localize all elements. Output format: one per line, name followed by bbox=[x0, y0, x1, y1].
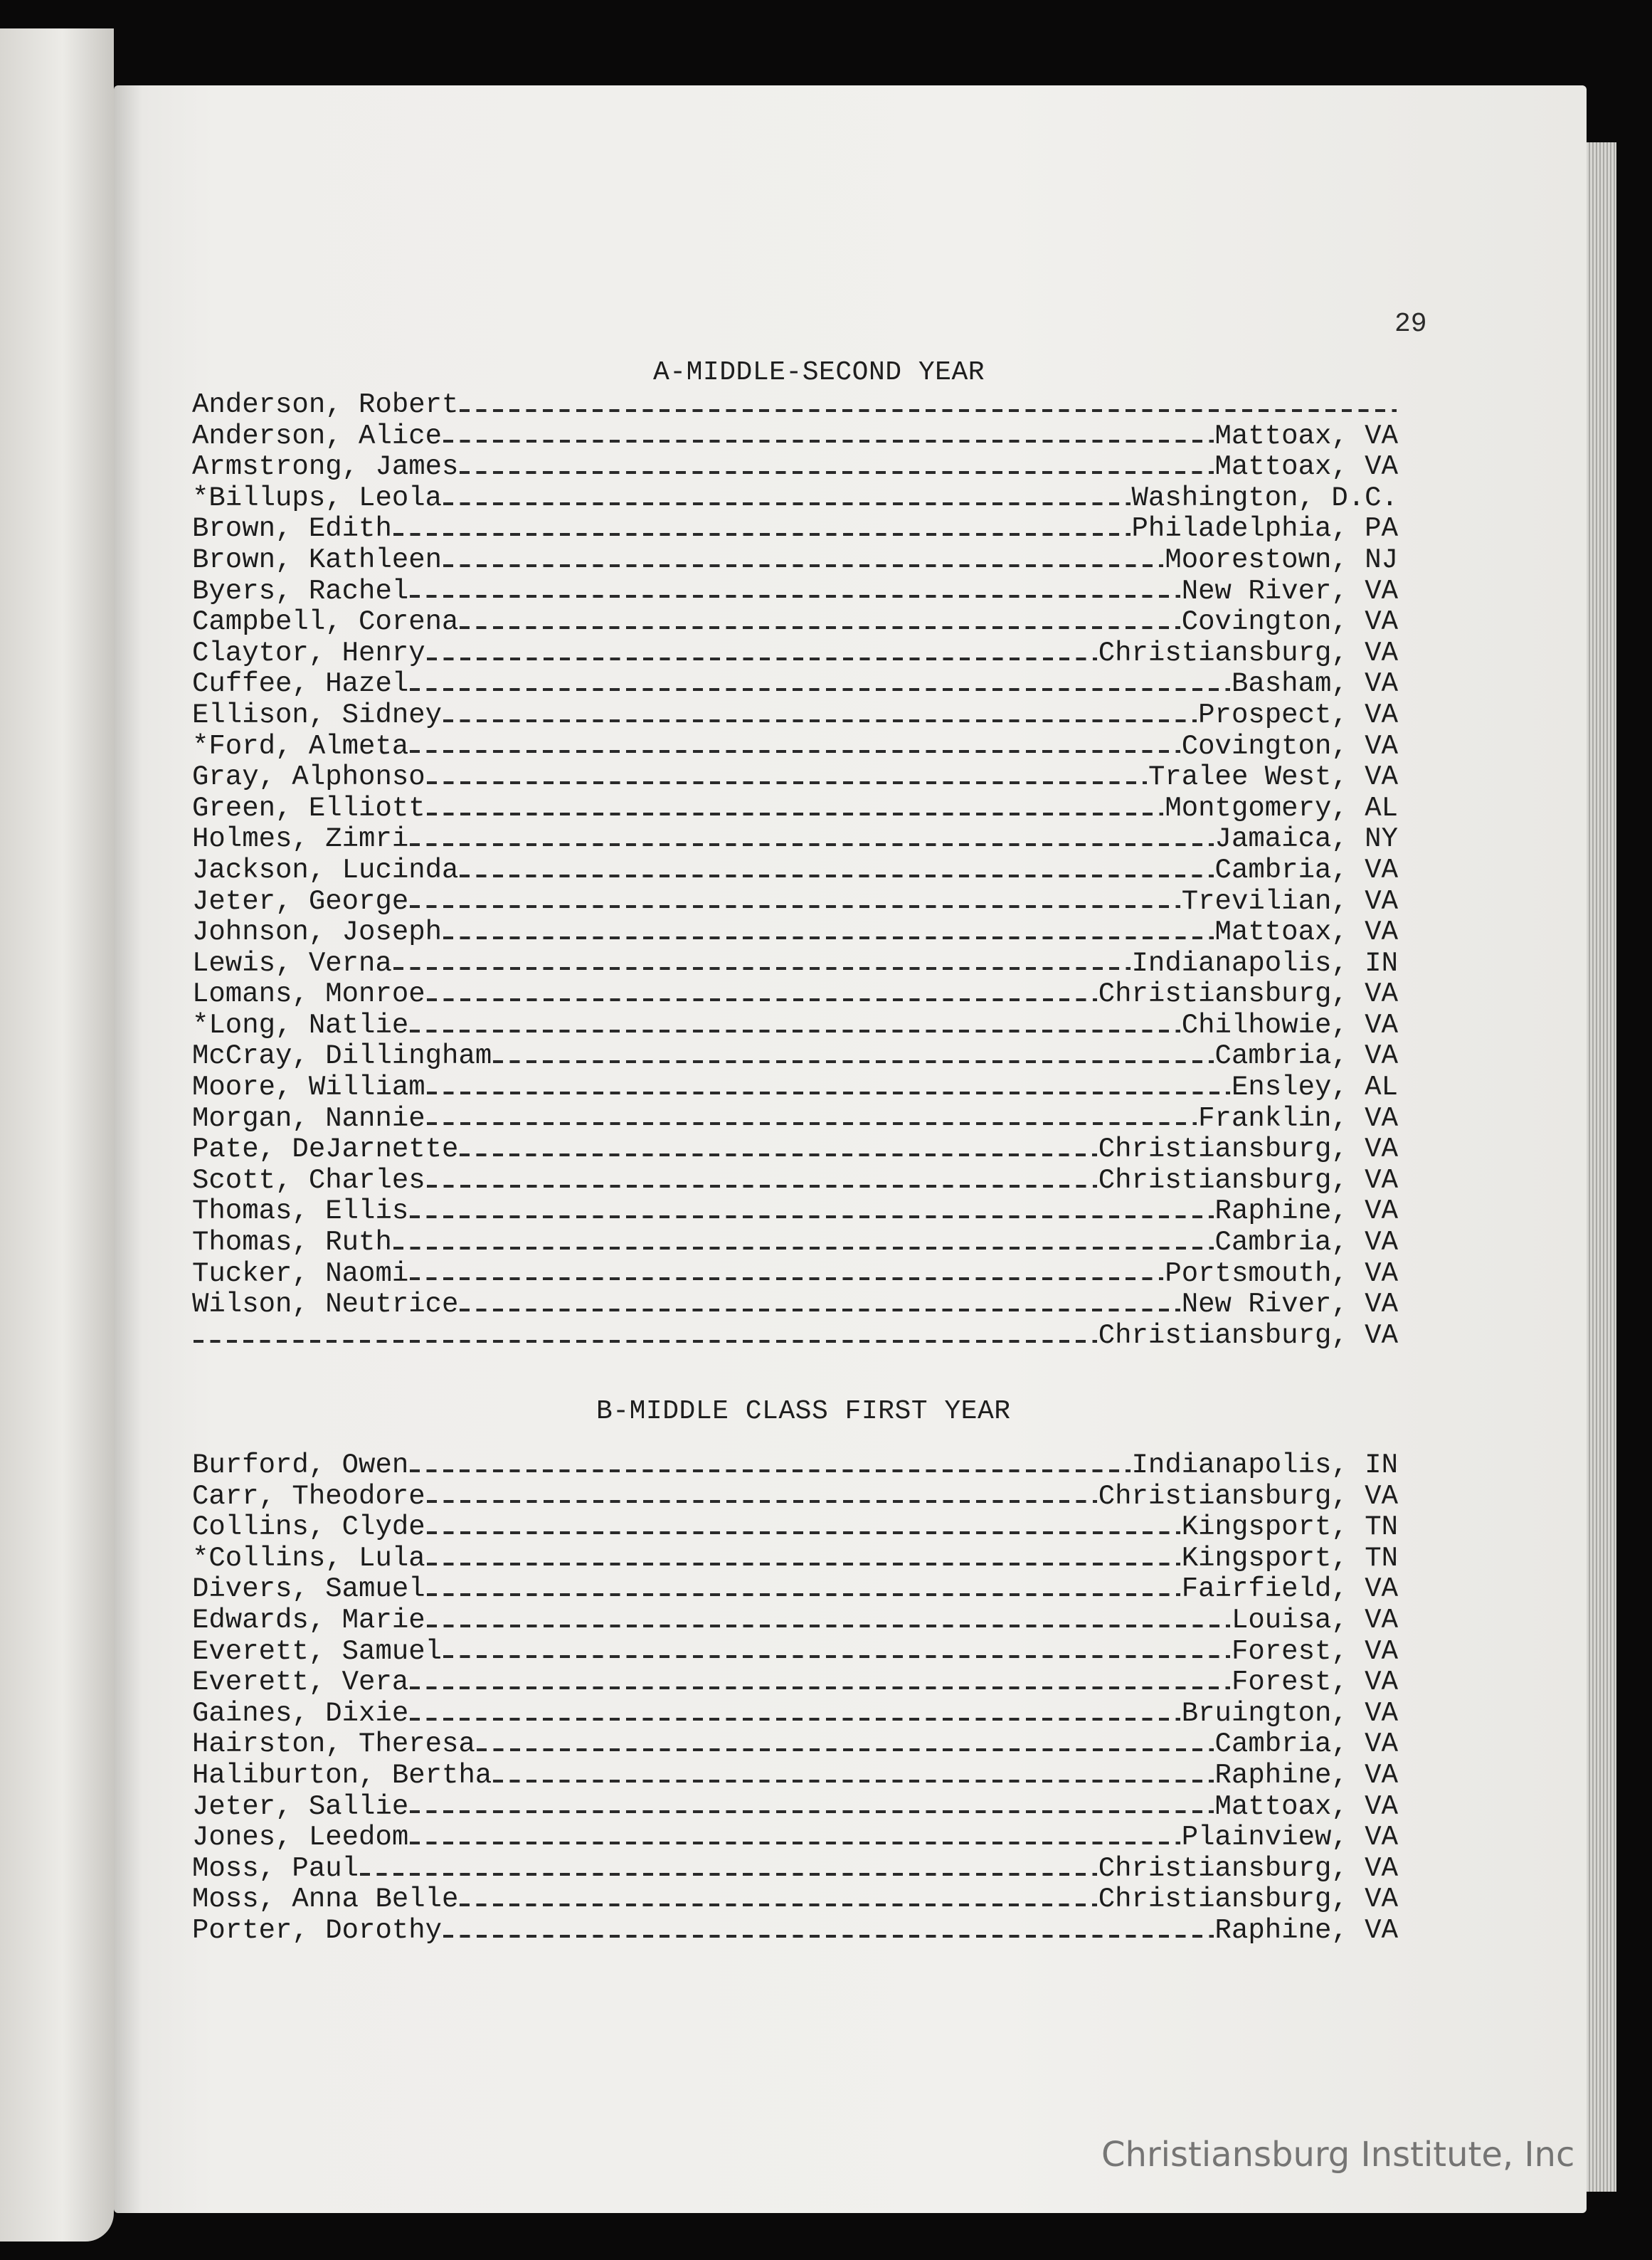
hometown: Christiansburg, VA bbox=[1098, 1134, 1398, 1166]
dash-leader bbox=[410, 1810, 1213, 1813]
student-name: Moss, Anna Belle bbox=[192, 1884, 459, 1916]
list-entry bbox=[192, 949, 1398, 980]
hometown: Christiansburg, VA bbox=[1098, 1164, 1398, 1196]
hometown: Moorestown, NJ bbox=[1165, 544, 1398, 576]
dash-leader bbox=[427, 998, 1097, 1001]
student-list-a bbox=[192, 390, 1398, 1351]
list-entry bbox=[192, 762, 1398, 793]
dash-leader bbox=[427, 1531, 1180, 1534]
list-entry bbox=[192, 1104, 1398, 1135]
student-name: Moore, William bbox=[192, 1072, 425, 1104]
hometown: Cambria, VA bbox=[1214, 1728, 1398, 1760]
hometown: Ensley, AL bbox=[1231, 1072, 1398, 1104]
hometown: Trevilian, VA bbox=[1181, 885, 1398, 917]
list-entry bbox=[192, 1289, 1398, 1321]
hometown: Plainview, VA bbox=[1181, 1822, 1398, 1854]
hometown: Kingsport, TN bbox=[1181, 1511, 1398, 1543]
page-stack-edges bbox=[1587, 142, 1616, 2192]
hometown: Indianapolis, IN bbox=[1131, 1450, 1398, 1481]
student-name: *Billups, Leola bbox=[192, 482, 443, 514]
list-entry bbox=[192, 1512, 1398, 1543]
student-name: Jeter, Sallie bbox=[192, 1790, 409, 1822]
dash-leader bbox=[460, 409, 1397, 412]
list-entry bbox=[192, 979, 1398, 1010]
dash-leader bbox=[460, 1903, 1096, 1906]
student-name: *Collins, Lula bbox=[192, 1542, 425, 1574]
dash-leader bbox=[493, 1780, 1213, 1783]
facing-page-edge bbox=[0, 28, 114, 2241]
list-entry bbox=[192, 669, 1398, 700]
list-entry bbox=[192, 576, 1398, 608]
list-entry bbox=[192, 887, 1398, 918]
student-name: Holmes, Zimri bbox=[192, 823, 409, 855]
list-entry bbox=[192, 1134, 1398, 1166]
dash-leader bbox=[443, 564, 1163, 567]
student-name: Porter, Dorothy bbox=[192, 1914, 443, 1946]
list-entry bbox=[192, 1543, 1398, 1575]
student-name: Johnson, Joseph bbox=[192, 917, 443, 949]
hometown: Franklin, VA bbox=[1198, 1102, 1398, 1134]
hometown: Mattoax, VA bbox=[1214, 451, 1398, 483]
dash-leader bbox=[427, 1122, 1197, 1125]
list-entry bbox=[192, 421, 1398, 453]
dash-leader bbox=[427, 1092, 1230, 1094]
student-name: Moss, Paul bbox=[192, 1852, 359, 1884]
student-name: Collins, Clyde bbox=[192, 1511, 425, 1543]
student-name: Everett, Vera bbox=[192, 1667, 409, 1699]
list-entry bbox=[192, 1450, 1398, 1482]
dash-leader bbox=[460, 1309, 1180, 1311]
hometown: Portsmouth, VA bbox=[1165, 1257, 1398, 1289]
dash-leader bbox=[460, 1153, 1096, 1156]
student-name: Carr, Theodore bbox=[192, 1480, 425, 1512]
list-entry bbox=[192, 1321, 1398, 1352]
hometown: Cambria, VA bbox=[1214, 854, 1398, 886]
hometown: Fairfield, VA bbox=[1181, 1573, 1398, 1605]
hometown: Christiansburg, VA bbox=[1098, 978, 1398, 1010]
hometown: Forest, VA bbox=[1231, 1667, 1398, 1699]
student-name: Scott, Charles bbox=[192, 1164, 425, 1196]
dash-leader bbox=[443, 1655, 1230, 1658]
student-name: Brown, Edith bbox=[192, 513, 392, 545]
student-name: Jeter, George bbox=[192, 885, 409, 917]
list-entry bbox=[192, 1041, 1398, 1072]
dash-leader bbox=[460, 471, 1213, 474]
hometown: Basham, VA bbox=[1231, 668, 1398, 700]
student-name: Pate, DeJarnette bbox=[192, 1134, 459, 1166]
hometown: Christiansburg, VA bbox=[1098, 1480, 1398, 1512]
dash-leader bbox=[460, 626, 1180, 629]
hometown: Indianapolis, IN bbox=[1131, 947, 1398, 979]
list-entry bbox=[192, 1699, 1398, 1730]
dash-leader bbox=[410, 1469, 1130, 1472]
student-name: Gray, Alphonso bbox=[192, 761, 425, 793]
hometown: Prospect, VA bbox=[1198, 699, 1398, 731]
dash-leader bbox=[410, 905, 1180, 908]
dash-leader bbox=[427, 1500, 1097, 1503]
list-entry bbox=[192, 1259, 1398, 1290]
list-entry bbox=[192, 824, 1398, 855]
student-name: Anderson, Robert bbox=[192, 389, 459, 421]
list-entry bbox=[192, 545, 1398, 576]
dash-leader bbox=[410, 1215, 1213, 1218]
dash-leader bbox=[443, 719, 1197, 722]
hometown: Mattoax, VA bbox=[1214, 1790, 1398, 1822]
dash-leader bbox=[443, 440, 1213, 443]
list-entry bbox=[192, 855, 1398, 887]
section-heading-a: A-MIDDLE-SECOND YEAR bbox=[653, 357, 985, 388]
list-entry bbox=[192, 1196, 1398, 1227]
student-name: Thomas, Ellis bbox=[192, 1195, 409, 1227]
hometown: Forest, VA bbox=[1231, 1635, 1398, 1667]
list-entry bbox=[192, 1227, 1398, 1259]
hometown: Jamaica, NY bbox=[1214, 823, 1398, 855]
hometown: Washington, D.C. bbox=[1131, 482, 1398, 514]
dash-leader bbox=[393, 1247, 1214, 1250]
list-entry bbox=[192, 1667, 1398, 1699]
student-name: Anderson, Alice bbox=[192, 420, 443, 452]
list-entry bbox=[192, 390, 1398, 421]
dash-leader bbox=[393, 967, 1131, 970]
student-name: Cuffee, Hazel bbox=[192, 668, 409, 700]
list-entry bbox=[192, 1574, 1398, 1605]
student-name: Armstrong, James bbox=[192, 451, 459, 483]
dash-leader bbox=[443, 936, 1213, 939]
list-entry bbox=[192, 917, 1398, 949]
student-name: Claytor, Henry bbox=[192, 637, 425, 669]
section-heading-b: B-MIDDLE CLASS FIRST YEAR bbox=[596, 1396, 1011, 1427]
dash-leader bbox=[427, 1185, 1097, 1188]
hometown: New River, VA bbox=[1181, 1289, 1398, 1321]
hometown: New River, VA bbox=[1181, 575, 1398, 607]
page-number: 29 bbox=[1394, 309, 1427, 339]
student-list-b bbox=[192, 1450, 1398, 1947]
list-entry bbox=[192, 1166, 1398, 1197]
dash-leader bbox=[410, 750, 1180, 753]
list-entry bbox=[192, 1482, 1398, 1513]
hometown: Christiansburg, VA bbox=[1098, 1852, 1398, 1884]
student-name: Burford, Owen bbox=[192, 1450, 409, 1481]
hometown: Raphine, VA bbox=[1214, 1914, 1398, 1946]
hometown: Bruington, VA bbox=[1181, 1697, 1398, 1729]
hometown: Raphine, VA bbox=[1214, 1195, 1398, 1227]
dash-leader bbox=[427, 1625, 1230, 1627]
dash-leader bbox=[443, 1935, 1213, 1938]
list-entry bbox=[192, 1010, 1398, 1042]
student-name: Byers, Rachel bbox=[192, 575, 409, 607]
dash-leader bbox=[410, 1030, 1180, 1033]
list-entry bbox=[192, 1822, 1398, 1854]
student-name: Morgan, Nannie bbox=[192, 1102, 425, 1134]
hometown: Cambria, VA bbox=[1214, 1227, 1398, 1259]
student-name: Lewis, Verna bbox=[192, 947, 392, 979]
dash-leader bbox=[493, 1060, 1213, 1063]
hometown: Philadelphia, PA bbox=[1131, 513, 1398, 545]
dash-leader bbox=[410, 1277, 1163, 1280]
list-entry bbox=[192, 1072, 1398, 1104]
dash-leader bbox=[443, 502, 1130, 505]
hometown: Covington, VA bbox=[1181, 606, 1398, 638]
student-name: Everett, Samuel bbox=[192, 1635, 443, 1667]
list-entry bbox=[192, 1854, 1398, 1885]
dash-leader bbox=[410, 688, 1230, 691]
list-entry bbox=[192, 638, 1398, 670]
hometown: Christiansburg, VA bbox=[1098, 637, 1398, 669]
list-entry bbox=[192, 1884, 1398, 1916]
student-name: Tucker, Naomi bbox=[192, 1257, 409, 1289]
student-name: Edwards, Marie bbox=[192, 1604, 425, 1636]
student-name: McCray, Dillingham bbox=[192, 1040, 492, 1072]
hometown: Louisa, VA bbox=[1231, 1604, 1398, 1636]
dash-leader bbox=[427, 658, 1097, 660]
dash-leader bbox=[410, 1842, 1180, 1844]
dash-leader bbox=[427, 1563, 1180, 1565]
hometown: Montgomery, AL bbox=[1165, 792, 1398, 824]
dash-leader bbox=[410, 1686, 1230, 1689]
dash-leader bbox=[360, 1873, 1097, 1876]
hometown: Cambria, VA bbox=[1214, 1040, 1398, 1072]
dash-leader bbox=[427, 813, 1164, 815]
dash-leader bbox=[410, 1718, 1180, 1721]
student-name: Haliburton, Bertha bbox=[192, 1759, 492, 1791]
student-name: Ellison, Sidney bbox=[192, 699, 443, 731]
list-entry bbox=[192, 1637, 1398, 1668]
list-entry bbox=[192, 1916, 1398, 1947]
hometown: Chilhowie, VA bbox=[1181, 1009, 1398, 1041]
dash-leader bbox=[194, 1340, 1097, 1343]
hometown: Covington, VA bbox=[1181, 730, 1398, 762]
list-entry bbox=[192, 514, 1398, 545]
student-name: Wilson, Neutrice bbox=[192, 1289, 459, 1321]
student-name: Green, Elliott bbox=[192, 792, 425, 824]
list-entry bbox=[192, 793, 1398, 825]
list-entry bbox=[192, 1729, 1398, 1760]
hometown: Mattoax, VA bbox=[1214, 420, 1398, 452]
student-name: Jones, Leedom bbox=[192, 1822, 409, 1854]
student-name: Divers, Samuel bbox=[192, 1573, 425, 1605]
dash-leader bbox=[477, 1748, 1214, 1751]
list-entry bbox=[192, 1792, 1398, 1823]
dash-leader bbox=[427, 1593, 1180, 1596]
student-name: Brown, Kathleen bbox=[192, 544, 443, 576]
list-entry bbox=[192, 700, 1398, 732]
dash-leader bbox=[393, 533, 1131, 536]
hometown: Christiansburg, VA bbox=[1098, 1884, 1398, 1916]
hometown: Mattoax, VA bbox=[1214, 917, 1398, 949]
dash-leader bbox=[410, 843, 1213, 846]
list-entry bbox=[192, 1760, 1398, 1792]
student-name: Lomans, Monroe bbox=[192, 978, 425, 1010]
hometown: Kingsport, TN bbox=[1181, 1542, 1398, 1574]
list-entry bbox=[192, 607, 1398, 638]
list-entry bbox=[192, 483, 1398, 514]
list-entry bbox=[192, 1605, 1398, 1637]
student-name: Hairston, Theresa bbox=[192, 1728, 475, 1760]
dash-leader bbox=[410, 595, 1180, 598]
dash-leader bbox=[427, 781, 1147, 784]
dash-leader bbox=[460, 875, 1213, 877]
watermark-text: Christiansburg Institute, Inc bbox=[1101, 2135, 1575, 2175]
hometown: Raphine, VA bbox=[1214, 1759, 1398, 1791]
student-name: Campbell, Corena bbox=[192, 606, 459, 638]
student-name: *Long, Natlie bbox=[192, 1009, 409, 1041]
student-name: *Ford, Almeta bbox=[192, 730, 409, 762]
hometown: Christiansburg, VA bbox=[1098, 1319, 1398, 1351]
student-name: Thomas, Ruth bbox=[192, 1227, 392, 1259]
list-entry bbox=[192, 452, 1398, 483]
hometown: Tralee West, VA bbox=[1148, 761, 1398, 793]
student-name: Gaines, Dixie bbox=[192, 1697, 409, 1729]
list-entry bbox=[192, 732, 1398, 763]
student-name: Jackson, Lucinda bbox=[192, 854, 459, 886]
